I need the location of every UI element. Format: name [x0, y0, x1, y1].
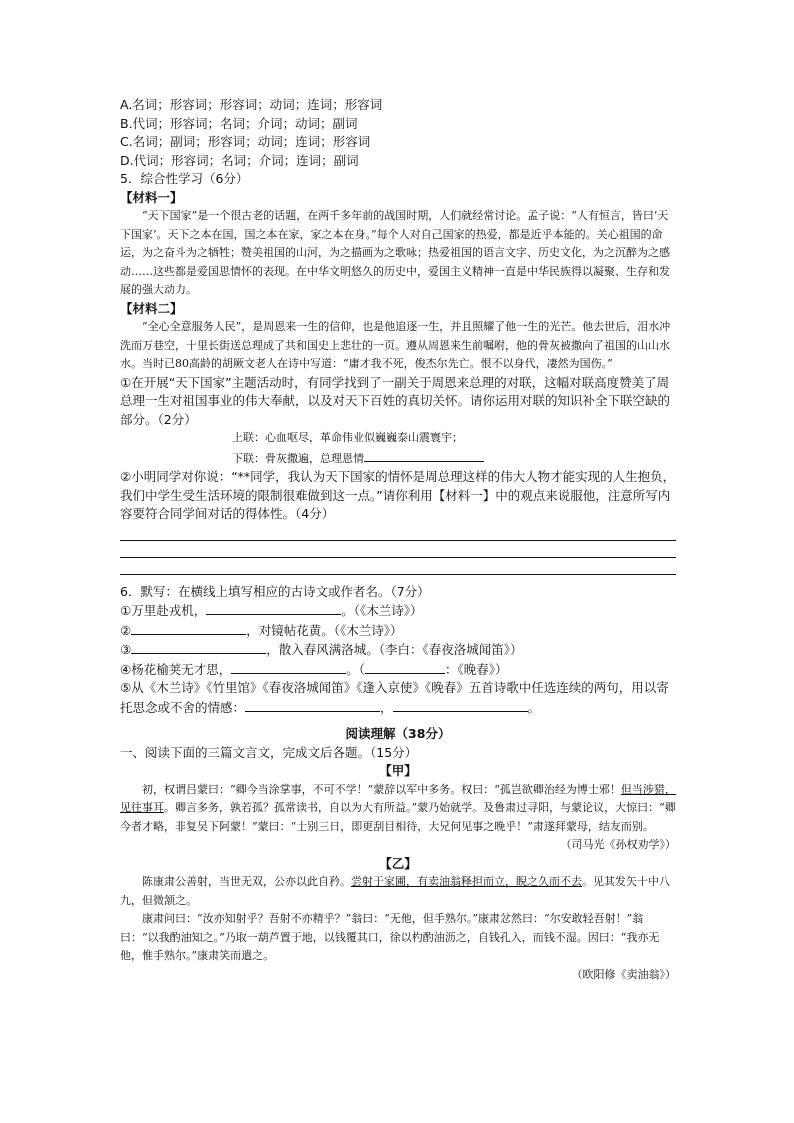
- dictation-blank[interactable]: [245, 698, 380, 712]
- author-blank[interactable]: [365, 660, 445, 674]
- option-c: C.名词；副词；形容词；动词；连词；形容词: [120, 134, 371, 149]
- material-1-text: “天下国家”是一个很古老的话题，在两千多年前的战国时期，人们就经常讨论。孟子说：“人有恒言，皆曰‘天下国家’。天下之本在国，国之本在家，家之本在身。”每个人对自己国家的热爱，都是近乎本能的。关心祖国的命运，为之奋斗为之牺牲；赞美祖国的山河，为之描画为之歌咏；热爱祖国的语言文字、历史文化，为之沉醉为之感动……这些都是爱国思情怀的表现。在中华文明悠久的历史中，爱国主义精神一直是中华民族得以凝聚、生存和发展的强大动力。: [120, 209, 670, 296]
- underlined-sentence: 但当涉猎，见往事耳: [120, 782, 676, 814]
- option-d: D.代词；形容词；名词；介词；连词；副词: [120, 152, 359, 168]
- material-2-text: “全心全意服务人民”，是周恩来一生的信仰，也是他追逐一生，并且照耀了他一生的光芒。他去世后，泪水冲洗而万巷空，十里长街送总理成了共和国史上悲壮的一页。遵从周恩来生前嘱咐，他的骨灰被撒向了祖国的山山水水。当时已80高龄的胡厥文老人在诗中写道：“庸才我不死，俊杰尔先亡。恨不以身代，凄然为国伤。”: [120, 320, 671, 370]
- dictation-4: ④杨花榆荚无才思， 。（ ：《晚春》）: [120, 661, 508, 677]
- dictation-5: ⑤从《木兰诗》《竹里馆》《春夜洛城闻笛》《逢入京使》《晚春》五首诗歌中任选连续的两句，用以寄托思念或不舍的情感： ， 。: [120, 680, 669, 715]
- passage-yi-p2: 康肃问曰：“汝亦知射乎？吾射不亦精乎？”翁曰：“无他，但手熟尔。”康肃忿然曰：“尔安敢轻吾射！”翁曰：“以我酌油知之。”乃取一葫芦置于地，以钱覆其口，徐以杓酌油沥之，自钱孔入，而钱不湿。因曰：“我亦无他，惟手熟尔。”康肃笑而遣之。: [120, 912, 660, 962]
- dictation-1: ①万里赴戎机， 。（《木兰诗》）: [120, 603, 423, 618]
- dictation-blank[interactable]: [231, 660, 346, 674]
- dictation-blank[interactable]: [131, 640, 266, 654]
- passage-yi-p1: 陈康肃公善射，当世无双，公亦以此自矜。尝射于家圃，有卖油翁释担而立，睨之久而不去。见其发矢十中八九，但微颔之。: [120, 875, 670, 907]
- answer-line[interactable]: [120, 524, 676, 541]
- dictation-2: ② ，对镜帖花黄。（《木兰诗》）: [120, 622, 403, 638]
- dictation-blank[interactable]: [393, 698, 528, 712]
- underlined-sentence: 尝射于家圃，有卖油翁释担而立，睨之久而不去: [351, 875, 582, 888]
- option-a: A.名词；形容词；形容词；动词；连词；形容词: [120, 97, 383, 112]
- passage-jia-source: （司马光《孙权劝学》）: [560, 838, 676, 851]
- material-1-title: 【材料一】: [120, 189, 183, 205]
- passage-yi-label: 【乙】: [379, 855, 417, 871]
- answer-line[interactable]: [120, 541, 676, 558]
- passage-yi-source: （欧阳修《卖油翁》）: [571, 967, 676, 981]
- q6-heading: 6．默写：在横线上填写相应的古诗文或作者名。（7分）: [120, 583, 430, 599]
- reading-title: 阅读理解（38分）: [345, 726, 451, 741]
- q5-part-1: ①在开展“天下国家”主题活动时，有同学找到了一副关于周恩来总理的对联，这幅对联高度赞美了周总理一生对祖国事业的伟大奉献，以及对天下百姓的真切关怀。请你运用对联的知识补全下联空缺的部分。（2分）: [120, 374, 671, 427]
- answer-line[interactable]: [120, 558, 676, 575]
- option-b: B.代词；形容词；名词；介词；动词；副词: [120, 115, 358, 131]
- dictation-blank[interactable]: [131, 621, 246, 635]
- couplet-lower-text: 下联：骨灰撒遍，总理恩情: [232, 451, 364, 465]
- passage-jia-label: 【甲】: [379, 763, 417, 778]
- dictation-blank[interactable]: [206, 601, 341, 615]
- q5-part-2: ②小明同学对你说：“**同学，我认为天下国家的情怀是周总理这样的伟大人物才能实现的人生抱负，我们中学生受生活环境的限制很难做到这一点。”请你利用【材料一】中的观点来说服他，注意所写内容要符合同学间对话的得体性。（4分）: [120, 469, 676, 521]
- couplet-upper: 上联：心血呕尽，革命伟业似巍巍泰山震寰宇；: [232, 431, 463, 444]
- couplet-lower: [120, 448, 676, 469]
- dictation-3: ③ ，散入春风满洛城。（李白：《春夜洛城闻笛》）: [120, 642, 523, 657]
- couplet-answer-blank[interactable]: [364, 448, 484, 462]
- q5-heading: 5．综合性学习（6分）: [120, 171, 249, 186]
- material-2-title: 【材料二】: [120, 300, 183, 316]
- passage-jia: 初，权谓吕蒙曰：“卿今当涂掌事，不可不学！”蒙辞以军中多务。权曰：“孤岂欲卿治经为博士邪！但当涉猎，见往事耳。卿言多务，孰若孤？孤常读书，自以为大有所益。”蒙乃始就学。及鲁肃过寻阳，与蒙论议，大惊曰：“卿今者才略，非复吴下阿蒙！”蒙曰：“士别三日，即更刮目相待，大兄何见事之晚乎！”肃遂拜蒙母，结友而别。: [120, 782, 676, 833]
- reading-intro: 一、阅读下面的三篇文言文，完成文后各题。（15分）: [120, 744, 418, 760]
- exam-page: [120, 96, 676, 984]
